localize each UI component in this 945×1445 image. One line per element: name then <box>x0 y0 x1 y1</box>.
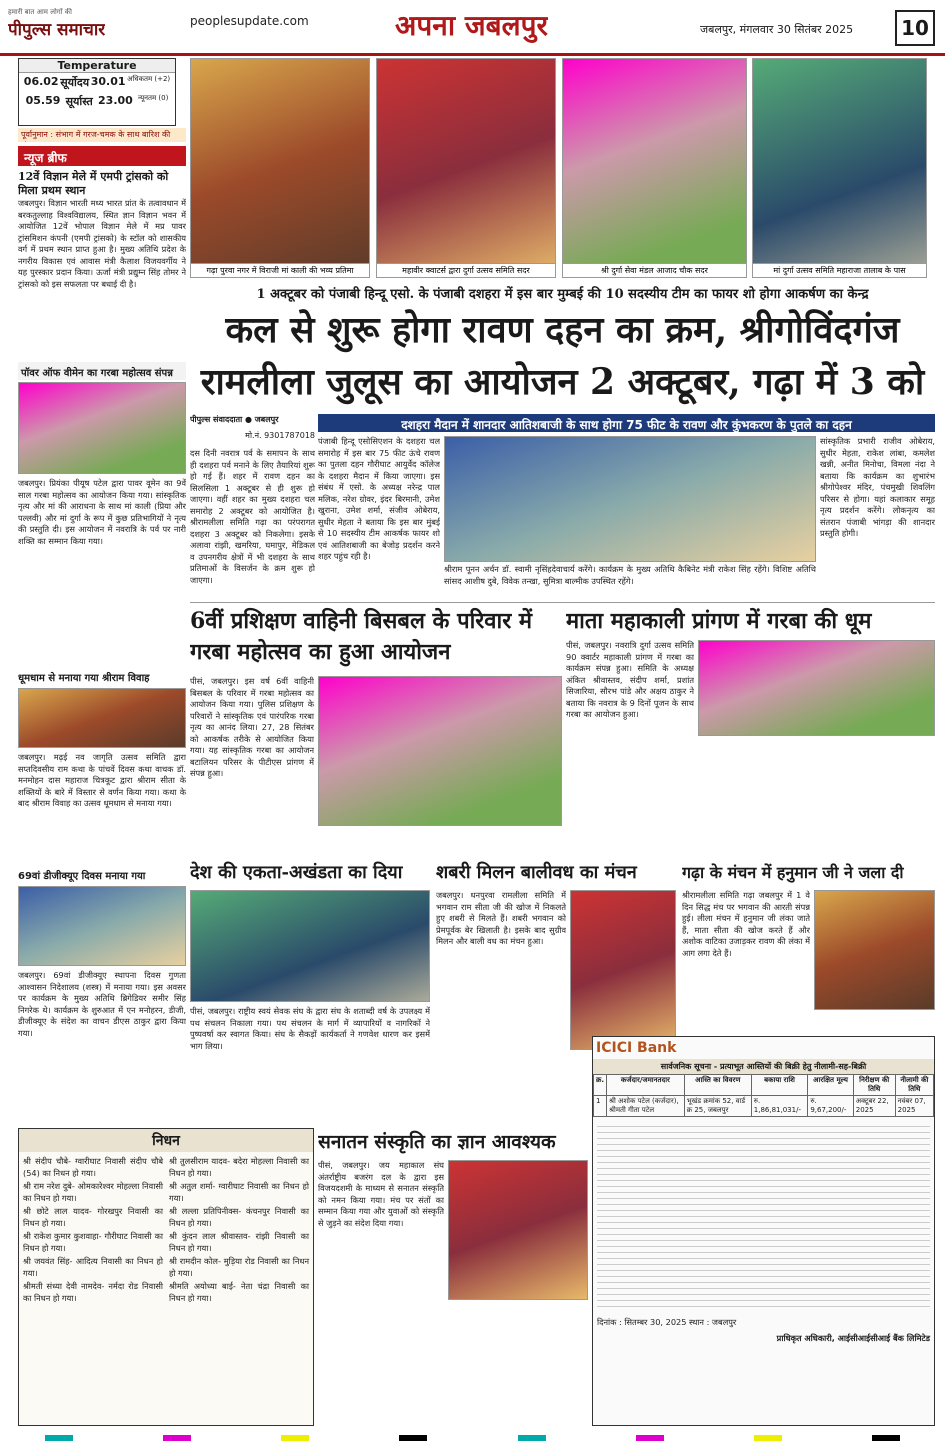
obituary-item: श्री राकेश कुमार कुशवाहा- गौरीघाट निवासी का निधन हो गया। <box>23 1231 163 1253</box>
obituary-item: श्री संदीप चौबे- ग्वारीघाट निवासी संदीप चौबे (54) का निधन हो गया। <box>23 1156 163 1178</box>
notice-title: सार्वजनिक सूचना - प्रत्याभूत आस्तियों की बिक्री हेतु नीलामी-सह-बिक्री <box>593 1059 934 1074</box>
print-registration-bar <box>0 1430 945 1445</box>
cyan-mark <box>45 1435 73 1441</box>
obituary-item: श्री राम नरेश दुबे- ओमकारेश्वर मोहल्ला निवासी का निधन हो गया। <box>23 1181 163 1203</box>
brief-1[interactable] <box>18 170 186 358</box>
story-7-photo <box>448 1160 588 1300</box>
col-header: बकाया राशि <box>751 1075 808 1096</box>
obituary-item: श्री रामदीन कोल- मुड़िया रोड निवासी का निधन हो गया। <box>169 1256 309 1278</box>
news-brief-banner: न्यूज ब्रीफ <box>18 146 186 166</box>
cyan-mark <box>518 1435 546 1441</box>
main-photo-caption: श्रीराम पूनन अर्चन डॉ. स्वामी नृसिंहदेवाचार्य करेंगे। कार्यक्रम के मुख्य अतिथि कैबिनेट मंत्री राकेश सिंह रहेंगे। विशिष्ट अतिथि सांसद आशीष दुबे, विवेक तन्खा, सुमित्रा बाल्मीक उपस्थित रहेंगे। <box>444 564 816 586</box>
obituary-item: श्री अतुल शर्मा- ग्वारीघाट निवासी का निधन हो गया। <box>169 1181 309 1203</box>
col-header: आरक्षित मूल्य <box>808 1075 853 1096</box>
min-temp: 23.00 <box>98 94 133 107</box>
col-header: निरीक्षण की तिथि <box>853 1075 895 1096</box>
brief-4-body: जबलपुर। 69वां डीजीक्यूए स्थापना दिवस गुणता आश्वासन निदेशालय (शस्त्र) में मनाया गया। इस अवसर पर कार्यक्रम के मुख्य अतिथि ब्रिगेडियर समीर सिंह निगरेक थे। कार्यक्रम के शुरुआत में एन मनोहरन, डीजी, डीजीक्यूए के संदेश का वाचन डीएस ठाकुर द्वारा किया गया। <box>18 970 186 1038</box>
main-mobile: मो.नं. 9301787018 <box>245 431 315 440</box>
story-6-body: श्रीरामलीला समिति गढ़ा जबलपुर में 1 वे दिन सिद्ध मंच पर भगवान की आरती संपन्न हुई। लीला मंचन में हनुमान जी लंका जाते हैं, माता सीता की खोज करते हैं और अशोक वाटिका उजाड़कर रावण की लंका में आग लगा देते हैं। <box>682 890 810 958</box>
obituary-item: श्री कुंदन लाल श्रीवास्तव- रांझी निवासी का निधन हो गया। <box>169 1231 309 1253</box>
story-7-body: पीसं, जबलपुर। जय महाकाल संघ अंतर्राष्ट्रीय बजरंग दल के द्वारा इस विजयदशमी के माध्यम से सनातन संस्कृति को नमन किया गया। मंच पर संतों का सम्मान किया गया और युवाओं को संस्कृति से जुड़ने का संदेश दिया गया। <box>318 1160 444 1228</box>
cell: 1 <box>594 1096 607 1117</box>
brand-tagline: हमारी बात आम लोगों की <box>8 8 72 16</box>
cell: रु. 9,67,200/- <box>808 1096 853 1117</box>
obituary-item: श्री जयवंत सिंह- आदित्य निवासी का निधन हो गया। <box>23 1256 163 1278</box>
max-label: अधिकतम (+2) <box>127 75 171 83</box>
notice-date: दिनांक : सितम्बर 30, 2025 स्थान : जबलपुर <box>597 1317 737 1327</box>
photo-caption-2: महावीर क्वाटर्स द्वारा दुर्गा उत्सव समिति सदर <box>377 263 555 277</box>
temperature-box <box>18 58 176 126</box>
cell: रु. 1,86,81,031/- <box>751 1096 808 1117</box>
sunset-label: सूर्यास्त <box>65 95 93 108</box>
magenta-mark <box>636 1435 664 1441</box>
obituary-title: निधन <box>19 1129 313 1152</box>
photo-durga-3 <box>752 58 927 278</box>
main-photo <box>444 436 816 562</box>
brief-3-body: जबलपुर। मढ़ई नव जागृति उत्सव समिति द्वारा सप्तदिवसीय राम कथा के पांचवें दिवस कथा वाचक डॉ. मनमोहन दास महाराज चित्रकूट द्वारा श्रीराम सीता के शक्तियों के बारे में विस्तार से वर्णन किया गया। कथा के बाद श्रीराम विवाह का उत्सव धूमधाम से मनाया गया। <box>18 752 186 808</box>
cell: नवंबर 07, 2025 <box>895 1096 933 1117</box>
cell: भूखंड क्रमांक 52, वार्ड क्र 25, जबलपुर <box>684 1096 751 1117</box>
story-2-title[interactable]: 6वीं प्रशिक्षण वाहिनी बिसबल के परिवार में गरबा महोत्सव का हुआ आयोजन <box>190 608 533 665</box>
table-row <box>594 1096 934 1117</box>
brief-4-title[interactable]: 69वां डीजीक्यूए दिवस मनाया गया <box>18 871 146 882</box>
main-headline-2[interactable]: रामलीला जुलूस का आयोजन 2 अक्टूबर, गढ़ा में 3 को <box>200 361 925 403</box>
temperature-title: Temperature <box>19 59 175 73</box>
story-2-body: पीसं, जबलपुर। इस वर्ष 6वीं वाहिनी बिसबल के परिवार में गरबा महोत्सव का आयोजन किया गया। पुलिस प्रशिक्षण के परिवारों ने सांस्कृतिक एवं पारंपरिक गरबा नृत्य का आनंद लिया। 27, 28 सितंबर को आकर्षक तरीके से आयोजित किया गया। यह सांस्कृतिक गरबा का आयोजन बटालियन परिसर के पीटीएस प्रांगण में संपन्न हुआ। <box>190 676 314 778</box>
site-url[interactable]: peoplesupdate.com <box>190 14 309 28</box>
photo-kali <box>190 58 370 278</box>
obituary-item: श्रीमती संध्या देवी नामदेव- नर्मदा रोड निवासी का निधन हो गया। <box>23 1281 163 1303</box>
story-2-photo <box>318 676 562 826</box>
cell: अक्टूबर 22, 2025 <box>853 1096 895 1117</box>
obituary-box <box>18 1128 314 1426</box>
yellow-mark <box>281 1435 309 1441</box>
story-5-body: जबलपुर। धनपुरवा रामलीला समिति में भगवान राम सीता जी की खोज में निकलते हुए शबरी से मिलते हैं। शबरी भगवान को प्रेमपूर्वक बेर खिलाती है। इसके बाद सुग्रीव मिलन और बाली वध का मंचन हुआ। <box>436 890 566 946</box>
photo-caption-4: मां दुर्गा उत्सव समिति महाराजा तालाब के पास <box>753 263 926 277</box>
bank-notice[interactable] <box>592 1036 935 1426</box>
obituary-item: श्री तुलसीराम यादव- बदेरा मोहल्ला निवासी का निधन हो गया। <box>169 1156 309 1178</box>
story-6-photo <box>814 890 935 1010</box>
brief-1-body: जबलपुर। विज्ञान भारती मध्य भारत प्रांत के तत्वावधान में बरकतुल्लाह विश्वविद्यालय, स्थित ज्ञान विज्ञान भवन में आयोजित 12वें भोपाल विज्ञान मेले में मप्र पावर ट्रांसमिशन कंपनी (एमपी ट्रांसको) के स्टॉल को शासकीय वर्ग में प्रथम स्थान प्राप्त हुआ है। मुख्य अतिथि प्रदेश के नगरीय विकास एवं आवास मंत्री कैलाश विजयवर्गीय ने यह पुरस्कार प्रदान किया। ऊर्जा मंत्री प्रद्युम्न सिंह तोमर ने ट्रांसको को इस सफलता पर बधाई दी है। <box>18 198 186 289</box>
story-3-photo <box>698 640 935 736</box>
main-byline: पीपुल्स संवाददाता ● जबलपुर <box>190 415 279 424</box>
story-5-title[interactable]: शबरी मिलन बालीवध का मंचन <box>436 862 637 883</box>
story-4-body: पीसं, जबलपुर। राष्ट्रीय स्वयं सेवक संघ के द्वारा संघ के शताब्दी वर्ष के उपलक्ष्य में पथ संचलन निकाला गया। पथ संचलन के मार्ग में व्यापारियों व नागरिकों ने पुष्पवर्षा कर स्वागत किया। संघ के सैकड़ों कार्यकर्ता ने गणवेश धारण कर इसमें भाग लिया। <box>190 1006 430 1051</box>
notice-signatory: प्राधिकृत अधिकारी, आईसीआईसीआई बैंक लिमिटेड <box>776 1332 930 1343</box>
main-body-1: दस दिनी नवरात्र पर्व के समापन के साथ ही दशहरा पर्व मनाने के लिए तैयारियां शुरू हो गई हैं। शहर में रावण दहन का सिलसिला 1 अक्टूबर से ही शुरू हो जाएगा। वहीं शहर का मुख्य दशहरा चल समारोह 2 अक्टूबर को आयोजित है। श्रीरामलीला समिति गढ़ा का परंपरागत दशहरा 3 अक्टूबर को निकलेगा। इसके अलावा रांझी, खमरिया, घमापुर, मेडिकल व उपनगरीय क्षेत्रों में भी दशहरा के साथ प्रतिमाओं के विसर्जन के क्रम शुरू हो जाएगा। <box>190 448 315 585</box>
main-body-2: पंजाबी हिन्दू एसोसिएशन के दशहरा चल समारोह में इस बार 75 फीट ऊंचे रावण का पुतला दहन गौरीघाट आयुर्वेद कॉलेज के दशहरा मैदान में किया जाएगा। इस संबंध में एसो. के अध्यक्ष नरेन्द्र पाल मलिक, नरेश ग्रोवर, इंदर बिरमानी, उमेश खुराना, उमेश शर्मा, संजीव ओबेराय, सुधीर मेहता ने बताया कि इस बार मुंबई से 10 सदस्यीय टीम आकर्षक फायर शो एवं आतिशबाजी का बेजोड़ प्रदर्शन करने शहर पहुंच रही है। <box>318 436 440 561</box>
forecast: पूर्वानुमान : संभाग में गरज-चमक के साथ बारिश की <box>18 128 186 142</box>
bank-logo: ICICI Bank <box>596 1040 677 1056</box>
story-5-photo <box>570 890 676 1050</box>
cell: श्री अशोक पटेल (कर्जदार), श्रीमती गीता पटेल <box>607 1096 685 1117</box>
brief-3-title[interactable]: धूमधाम से मनाया गया श्रीराम विवाह <box>18 673 150 684</box>
story-4-title[interactable]: देश की एकता-अखंडता का दिया <box>190 862 403 883</box>
col-header: कर्जदार/जमानतदार <box>607 1075 685 1096</box>
brief-2-body: जबलपुर। प्रियंका पीयूष पटेल द्वारा पावर वूमेन का 9वें साल गरबा महोत्सव का आयोजन किया गया। सांस्कृतिक नृत्य और मां की आराधना के साथ मां काली (प्रिया और पल्लवी) और मां दुर्गा के रूप में कुछ प्रतिभागियों ने नृत्य की प्रस्तुति दी। इस आयोजन में नवरात्रि के पर्व पर नारी शक्ति का सम्मान किया गया। <box>18 478 186 546</box>
max-temp: 30.01 <box>90 75 126 88</box>
main-kicker: 1 अक्टूबर को पंजाबी हिन्दू एसो. के पंजाबी दशहरा में इस बार मुम्बई की 10 सदस्यीय टीम का फायर शो होगा आकर्षण का केन्द्र <box>256 287 869 302</box>
sunrise-label: सूर्योदय <box>60 76 90 89</box>
story-6-title[interactable]: गढ़ा के मंचन में हनुमान जी ने जला दी <box>682 863 904 882</box>
brief-3-photo <box>18 688 186 748</box>
col-header: नीलामी की तिथि <box>895 1075 933 1096</box>
section-title: अपना जबलपुर <box>395 9 548 42</box>
sunrise-time: 06.02 <box>23 75 59 88</box>
photo-durga-1 <box>376 58 556 278</box>
photo-durga-2 <box>562 58 747 278</box>
divider <box>190 602 935 603</box>
story-3-body: पीसं, जबलपुर। नवरात्रि दुर्गा उत्सव समिति 90 क्वार्टर महाकाली प्रांगण में गरबा का कार्यक्रम संपन्न हुआ। समिति के अध्यक्ष अंकित श्रीवास्तव, संदीप शर्मा, प्रशांत सिजारिया, सौरभ पांडे और अक्षय ठाकुर ने बताया कि नवरात्र के 9 दिनों पूजन के साथ गरबा का आयोजन हुआ। <box>566 640 694 719</box>
col-header: आस्ति का विवरण <box>684 1075 751 1096</box>
brand-logo[interactable]: हमारी बात आम लोगों की पीपुल्स समाचार <box>8 8 106 40</box>
photo-caption-1: गढ़ा पुरवा नगर में विराजी मां काली की भव्य प्रतिमा <box>191 263 369 277</box>
brief-2-photo <box>18 382 186 474</box>
story-4-photo <box>190 890 430 1002</box>
story-7-title[interactable]: सनातन संस्कृति का ज्ञान आवश्यक <box>318 1131 556 1153</box>
notice-fine-print <box>597 1121 930 1311</box>
black-mark <box>872 1435 900 1441</box>
brief-1-title: 12वें विज्ञान मेले में एमपी ट्रांसको को मिला प्रथम स्थान <box>18 170 169 197</box>
story-3-title[interactable]: माता महाकाली प्रांगण में गरबा की धूम <box>566 608 872 634</box>
photo-caption-3: श्री दुर्गा सेवा मंडल आजाद चौक सदर <box>563 263 746 277</box>
obituary-list <box>19 1152 313 1308</box>
edition-date: जबलपुर, मंगलवार 30 सितंबर 2025 <box>700 23 854 36</box>
page-number: 10 <box>895 10 935 46</box>
sunset-time: 05.59 <box>25 94 61 107</box>
min-label: न्यूनतम (0) <box>138 94 169 102</box>
brief-2-title[interactable]: पॉवर ऑफ वीमेन का गरबा महोत्सव संपन्न <box>18 362 186 380</box>
notice-table <box>593 1074 934 1117</box>
main-subhead: दशहरा मैदान में शानदार आतिशबाजी के साथ होगा 75 फीट के रावण और कुंभकरण के पुतले का दहन <box>318 414 935 432</box>
obituary-item: श्री लल्ला प्रतिपिनीक्स- कंचनपुर निवासी का निधन हो गया। <box>169 1206 309 1228</box>
black-mark <box>399 1435 427 1441</box>
brief-4-photo <box>18 886 186 966</box>
obituary-item: श्री छोटे लाल यादव- गोरखपुर निवासी का निधन हो गया। <box>23 1206 163 1228</box>
magenta-mark <box>163 1435 191 1441</box>
col-header: क्र. <box>594 1075 607 1096</box>
yellow-mark <box>754 1435 782 1441</box>
main-body-3: सांस्कृतिक प्रभारी राजीव ओबेराय, सुधीर मेहता, राकेश लांबा, कमलेश खन्नी, अनीत मिनोचा, विमला नंदा ने बताया कि कार्यक्रम का शुभारंभ श्रीगोपेश्वर मंदिर, पंचमुखी शिवलिंग परिसर से होगा। यहां कलाकार समूह नृत्य प्रदर्शन करेंगे। लोकनृत्य का संतरान पंजाबी भांगड़ा की शानदार प्रस्तुति होगी। <box>820 436 935 538</box>
main-headline-1[interactable]: कल से शुरू होगा रावण दहन का क्रम, श्रीगोविंदगंज <box>225 309 900 351</box>
obituary-item: श्रीमति अयोध्या बाई- नेता चंद्रा निवासी का निधन हो गया। <box>169 1281 309 1303</box>
